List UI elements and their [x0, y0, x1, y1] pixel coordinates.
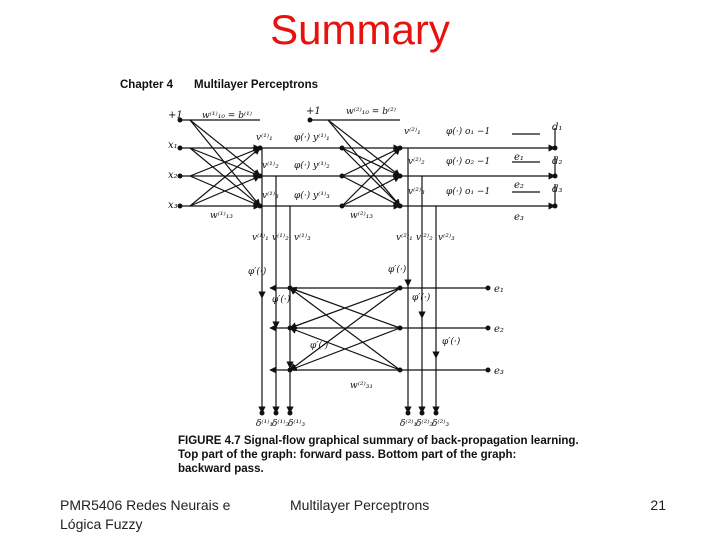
figure-caption-line1: FIGURE 4.7 Signal-flow graphical summary of back-propagation learning. [178, 435, 579, 447]
label-bv2-2: v⁽²⁾₂ [416, 233, 433, 243]
figure-caption-line2: Top part of the graph: forward pass. Bottom part of the graph: [178, 449, 517, 461]
label-plus1-input: +1 [168, 110, 183, 121]
label-delta2-2: δ⁽²⁾₂ [416, 419, 434, 429]
label-phid-b: φ′(·) [272, 295, 291, 305]
label-v2-2: v⁽²⁾₂ [408, 157, 425, 167]
graph-labels [168, 106, 562, 429]
label-bv3-2: v⁽²⁾₃ [438, 233, 455, 243]
footer-course-line2: Lógica Fuzzy [60, 516, 143, 532]
label-delta2-1: δ⁽¹⁾₂ [272, 419, 290, 429]
figure-header-title: Multilayer Perceptrons [194, 79, 318, 91]
label-v2-1: v⁽¹⁾₂ [262, 161, 279, 171]
footer-course [60, 496, 260, 534]
label-v1-2: v⁽²⁾₁ [404, 127, 421, 137]
label-w13: w⁽¹⁾₁₃ [210, 211, 233, 221]
label-phi-y3: φ(·) y⁽¹⁾₃ [294, 191, 330, 201]
label-phi-y2: φ(·) y⁽¹⁾₂ [294, 161, 330, 171]
label-e1: e₁ [514, 152, 524, 163]
label-delta3-1: δ⁽¹⁾₃ [288, 419, 306, 429]
label-d3: d₃ [552, 184, 563, 195]
page-number: 21 [650, 497, 666, 513]
scanned-figure [110, 68, 590, 480]
figure-header-chapter: Chapter 4 [120, 79, 174, 91]
label-v3-1: v⁽¹⁾₃ [262, 191, 279, 201]
slide-title: Summary [270, 6, 450, 53]
label-d2: d₂ [552, 156, 563, 167]
signal-flow-graph [110, 68, 590, 480]
footer-course-line1: PMR5406 Redes Neurais e [60, 497, 231, 513]
label-out1: φ(·) o₁ −1 [446, 127, 491, 137]
backward-pass-graph [262, 286, 488, 413]
label-plus1-hidden: +1 [306, 106, 321, 117]
label-delta3-2: δ⁽²⁾₃ [432, 419, 450, 429]
label-x2: x₂ [168, 170, 178, 181]
label-be2: e₂ [494, 324, 504, 335]
label-phid-c: φ′(·) [310, 341, 329, 351]
label-e3: e₃ [514, 212, 524, 223]
label-phid-d: φ′(·) [388, 265, 407, 275]
label-d1: d₁ [552, 122, 563, 133]
label-e2: e₂ [514, 180, 524, 191]
label-w231: w⁽²⁾₃₁ [350, 381, 373, 391]
label-v1-1: v⁽¹⁾₁ [256, 133, 273, 143]
label-phid-a: φ′(·) [248, 267, 267, 277]
footer-topic: Multilayer Perceptrons [290, 497, 430, 513]
label-out2: φ(·) o₂ −1 [446, 157, 491, 167]
label-w20: w⁽²⁾₁₀ = b⁽²⁾ [346, 107, 397, 117]
label-be3: e₃ [494, 366, 504, 377]
label-phi-y1: φ(·) y⁽¹⁾₁ [294, 133, 330, 143]
label-phid-e: φ′(·) [412, 293, 431, 303]
label-bv2-1: v⁽¹⁾₂ [272, 233, 289, 243]
label-phid-f: φ′(·) [442, 337, 461, 347]
label-x3: x₃ [168, 200, 178, 211]
label-out3: φ(·) o₁ −1 [446, 187, 491, 197]
label-bv1-2: v⁽²⁾₁ [396, 233, 413, 243]
figure-caption-line3: backward pass. [178, 463, 264, 475]
label-be1: e₁ [494, 284, 504, 295]
label-bv1-1: v⁽¹⁾₁ [252, 233, 269, 243]
label-delta1-2: δ⁽²⁾₁ [400, 419, 418, 429]
label-v3-2: v⁽²⁾₃ [408, 187, 425, 197]
label-w10: w⁽¹⁾₁₀ = b⁽¹⁾ [202, 111, 253, 121]
label-delta1-1: δ⁽¹⁾₁ [256, 419, 274, 429]
label-bv3-1: v⁽¹⁾₃ [294, 233, 311, 243]
label-x1: x₁ [168, 140, 178, 151]
label-w213: w⁽²⁾₁₃ [350, 211, 373, 221]
